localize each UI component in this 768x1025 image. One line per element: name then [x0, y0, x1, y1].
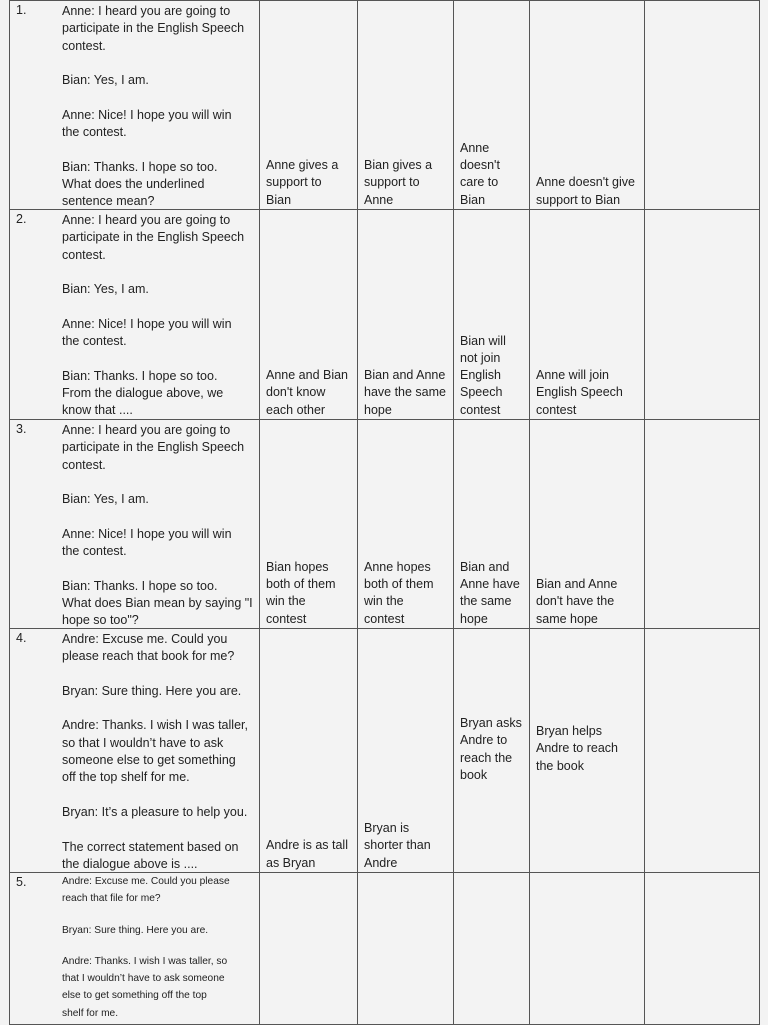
dialogue-line: participate in the English Speech	[62, 440, 245, 455]
answer-option-c	[454, 1, 530, 210]
answer-option-b	[358, 873, 454, 1025]
answer-option-a	[260, 210, 358, 420]
question-dialogue	[62, 631, 254, 872]
dialogue-line: Andre: Thanks. I wish I was taller, so	[62, 955, 228, 967]
answer-option-d	[530, 420, 645, 629]
question-row	[10, 1, 760, 210]
dialogue-line: Anne: Nice! I hope you will win	[62, 316, 232, 331]
dialogue-line: Andre: Excuse me. Could you please	[62, 876, 230, 887]
dialogue-line: Anne: I heard you are going to	[62, 213, 231, 227]
question-number: 1.	[16, 3, 27, 17]
dialogue-line: know that ....	[62, 403, 133, 418]
paragraph-gap	[62, 666, 254, 683]
dialogue-line: Anne: Nice! I hope you will win	[62, 526, 232, 541]
question-number: 5.	[16, 875, 27, 889]
option-text: Bian and Anne don't have the same hope	[536, 577, 618, 626]
option-text: Bian and Anne have the same hope	[364, 368, 446, 417]
dialogue-line: contest.	[62, 38, 106, 53]
answer-option-c	[454, 873, 530, 1025]
answer-option-c	[454, 210, 530, 420]
answer-option-a	[260, 629, 358, 873]
dialogue-line: contest.	[62, 247, 106, 262]
question-number: 2.	[16, 212, 27, 226]
dialogue-line: someone else to get something	[62, 753, 236, 768]
paragraph-gap	[62, 141, 254, 158]
dialogue-line: please reach that book for me?	[62, 649, 235, 664]
option-text: Bryan asks Andre to reach the book	[460, 716, 522, 782]
paragraph-gap	[62, 508, 254, 525]
paragraph-gap	[62, 940, 254, 954]
paragraph-gap	[62, 298, 254, 315]
dialogue-line: Andre: Excuse me. Could you	[62, 632, 228, 646]
question-stem-cell	[10, 629, 260, 873]
option-text: Andre is as tall as Bryan	[266, 838, 348, 870]
answer-option-a	[260, 420, 358, 629]
dialogue-line: shelf for me.	[62, 1007, 119, 1019]
dialogue-line: the contest.	[62, 544, 127, 559]
answer-option-a	[260, 1, 358, 210]
dialogue-line: The correct statement based on	[62, 839, 239, 854]
question-dialogue	[62, 874, 254, 1024]
paragraph-gap	[62, 700, 254, 717]
question-row	[10, 210, 760, 420]
question-dialogue	[62, 422, 254, 628]
answer-option-e	[645, 420, 760, 629]
answer-option-c	[454, 629, 530, 873]
answer-option-d	[530, 629, 645, 873]
question-stem-cell	[10, 420, 260, 629]
answer-option-b	[358, 629, 454, 873]
answer-option-d	[530, 1, 645, 210]
dialogue-line: hope so too"?	[62, 613, 139, 628]
dialogue-line: the dialogue above is ....	[62, 856, 198, 871]
answer-option-b	[358, 210, 454, 420]
dialogue-line: From the dialogue above, we	[62, 385, 224, 400]
option-text: Bian and Anne have the same hope	[460, 559, 520, 626]
question-number: 3.	[16, 422, 27, 436]
question-number: 4.	[16, 631, 27, 645]
question-row	[10, 629, 760, 873]
dialogue-line: Bian: Yes, I am.	[62, 282, 149, 297]
paragraph-gap	[62, 350, 254, 367]
question-row	[10, 873, 760, 1025]
answer-option-d	[530, 873, 645, 1025]
paragraph-gap	[62, 89, 254, 106]
dialogue-line: contest.	[62, 457, 106, 472]
dialogue-line: Bian: Thanks. I hope so too.	[62, 578, 218, 593]
answer-option-b	[358, 1, 454, 210]
option-text: Anne gives a support to Bian	[266, 158, 339, 207]
paragraph-gap	[62, 787, 254, 804]
answer-option-e	[645, 210, 760, 420]
dialogue-line: Anne: I heard you are going to	[62, 423, 231, 437]
paragraph-gap	[62, 55, 254, 72]
dialogue-line: What does the underlined	[62, 176, 205, 191]
dialogue-line: participate in the English Speech	[62, 230, 245, 245]
option-text: Anne will join English Speech contest	[536, 368, 623, 417]
dialogue-line: What does Bian mean by saying "I	[62, 595, 253, 610]
answer-option-e	[645, 1, 760, 210]
question-dialogue	[62, 212, 254, 419]
dialogue-line: Bryan: It’s a pleasure to help you.	[62, 804, 248, 819]
dialogue-line: the contest.	[62, 125, 127, 140]
answer-option-b	[358, 420, 454, 629]
option-text: Anne and Bian don't know each other	[266, 368, 349, 417]
dialogue-line: Bian: Yes, I am.	[62, 73, 149, 88]
dialogue-line: the contest.	[62, 334, 127, 349]
paragraph-gap	[62, 909, 254, 923]
dialogue-line: Bryan: Sure thing. Here you are.	[62, 683, 242, 698]
paragraph-gap	[62, 474, 254, 491]
dialogue-line: Andre: Thanks. I wish I was taller,	[62, 718, 248, 733]
option-text: Anne hopes both of them win the contest	[364, 559, 434, 626]
dialogue-line: Anne: I heard you are going to	[62, 4, 231, 18]
option-text: Anne doesn't give support to Bian	[536, 175, 635, 207]
dialogue-line: Bian: Thanks. I hope so too.	[62, 368, 218, 383]
dialogue-line: Bryan: Sure thing. Here you are.	[62, 924, 209, 936]
option-text: Bian gives a support to Anne	[364, 158, 433, 207]
dialogue-line: else to get something off the top	[62, 990, 207, 1002]
paragraph-gap	[62, 821, 254, 838]
dialogue-line: sentence mean?	[62, 194, 155, 209]
answer-option-c	[454, 420, 530, 629]
answer-option-d	[530, 210, 645, 420]
option-text: Bian hopes both of them win the contest	[266, 559, 336, 626]
dialogue-line: Bian: Thanks. I hope so too.	[62, 159, 218, 174]
answer-option-e	[645, 629, 760, 873]
dialogue-line: off the top shelf for me.	[62, 770, 190, 785]
question-stem-cell	[10, 1, 260, 210]
option-text: Bryan is shorter than Andre	[364, 821, 431, 870]
question-dialogue	[62, 3, 254, 209]
dialogue-line: so that I wouldn’t have to ask	[62, 735, 224, 750]
option-text: Bryan helps Andre to reach the book	[536, 724, 618, 773]
dialogue-line: reach that file for me?	[62, 893, 161, 905]
dialogue-line: Bian: Yes, I am.	[62, 492, 149, 507]
question-row	[10, 420, 760, 629]
dialogue-line: that I wouldn’t have to ask someone	[62, 973, 225, 985]
option-text: Bian will not join English Speech contest	[460, 333, 506, 417]
paragraph-gap	[62, 560, 254, 577]
question-stem-cell	[10, 873, 260, 1025]
question-table	[9, 0, 760, 1025]
dialogue-line: Anne: Nice! I hope you will win	[62, 107, 232, 122]
option-text: Anne doesn't care to Bian	[460, 140, 500, 207]
answer-option-a	[260, 873, 358, 1025]
question-stem-cell	[10, 210, 260, 420]
paragraph-gap	[62, 264, 254, 281]
dialogue-line: participate in the English Speech	[62, 21, 245, 36]
answer-option-e	[645, 873, 760, 1025]
